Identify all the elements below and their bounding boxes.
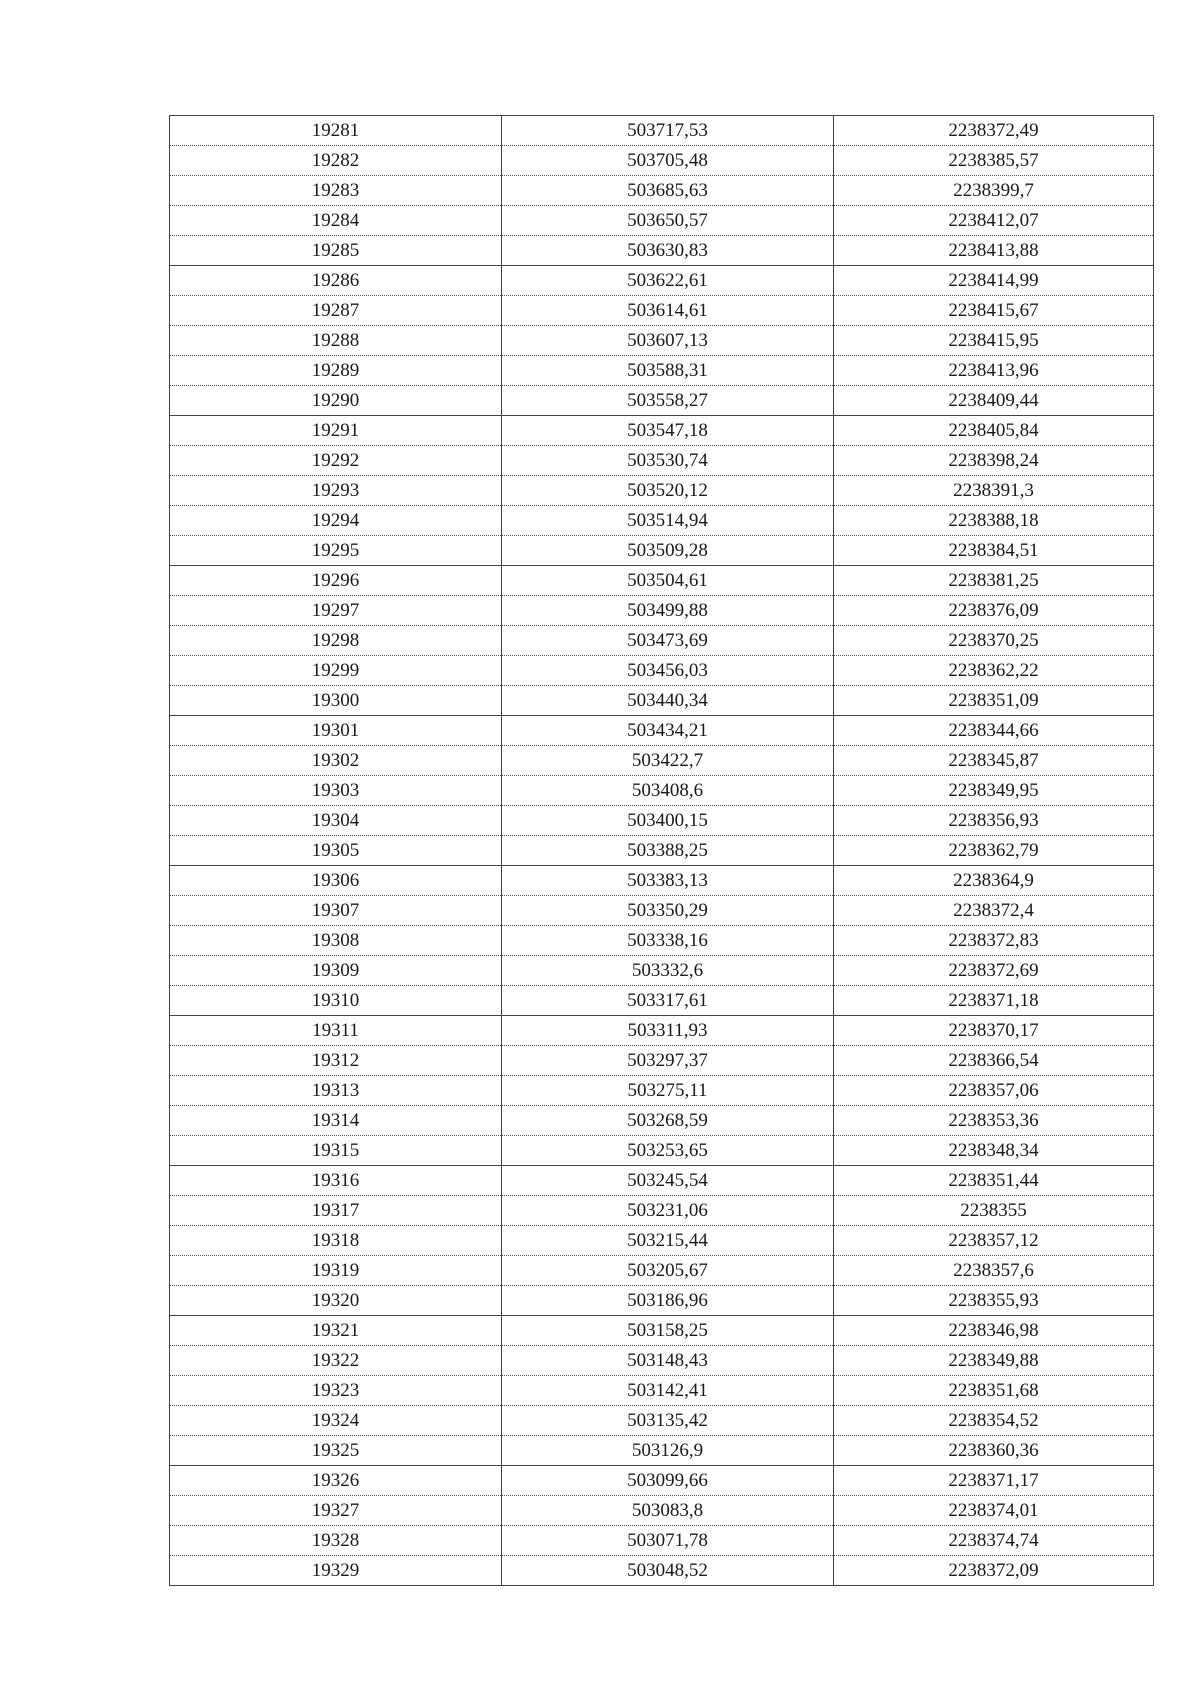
x-coordinate-cell: 503186,96 xyxy=(502,1286,834,1316)
coordinates-table-body xyxy=(170,116,1154,1586)
table-row xyxy=(170,986,1154,1016)
y-coordinate-cell: 2238415,67 xyxy=(834,296,1154,326)
x-coordinate-cell: 503253,65 xyxy=(502,1136,834,1166)
x-coordinate-cell: 503332,6 xyxy=(502,956,834,986)
y-coordinate-cell: 2238391,3 xyxy=(834,476,1154,506)
point-number-cell: 19296 xyxy=(170,566,502,596)
table-row xyxy=(170,116,1154,146)
point-number-cell: 19299 xyxy=(170,656,502,686)
point-number-cell: 19284 xyxy=(170,206,502,236)
point-number-cell: 19287 xyxy=(170,296,502,326)
table-row xyxy=(170,1106,1154,1136)
x-coordinate-cell: 503509,28 xyxy=(502,536,834,566)
x-coordinate-cell: 503630,83 xyxy=(502,236,834,266)
table-row xyxy=(170,146,1154,176)
table-row xyxy=(170,806,1154,836)
table-row xyxy=(170,176,1154,206)
table-row xyxy=(170,1526,1154,1556)
table-row xyxy=(170,1256,1154,1286)
x-coordinate-cell: 503275,11 xyxy=(502,1076,834,1106)
point-number-cell: 19302 xyxy=(170,746,502,776)
point-number-cell: 19281 xyxy=(170,116,502,146)
y-coordinate-cell: 2238351,44 xyxy=(834,1166,1154,1196)
point-number-cell: 19305 xyxy=(170,836,502,866)
point-number-cell: 19316 xyxy=(170,1166,502,1196)
point-number-cell: 19329 xyxy=(170,1556,502,1586)
x-coordinate-cell: 503588,31 xyxy=(502,356,834,386)
point-number-cell: 19291 xyxy=(170,416,502,446)
y-coordinate-cell: 2238409,44 xyxy=(834,386,1154,416)
point-number-cell: 19308 xyxy=(170,926,502,956)
x-coordinate-cell: 503547,18 xyxy=(502,416,834,446)
table-row xyxy=(170,506,1154,536)
table-row xyxy=(170,1226,1154,1256)
point-number-cell: 19318 xyxy=(170,1226,502,1256)
x-coordinate-cell: 503158,25 xyxy=(502,1316,834,1346)
table-row xyxy=(170,1376,1154,1406)
point-number-cell: 19282 xyxy=(170,146,502,176)
table-row xyxy=(170,476,1154,506)
point-number-cell: 19301 xyxy=(170,716,502,746)
y-coordinate-cell: 2238399,7 xyxy=(834,176,1154,206)
y-coordinate-cell: 2238384,51 xyxy=(834,536,1154,566)
y-coordinate-cell: 2238370,17 xyxy=(834,1016,1154,1046)
y-coordinate-cell: 2238374,01 xyxy=(834,1496,1154,1526)
y-coordinate-cell: 2238372,4 xyxy=(834,896,1154,926)
x-coordinate-cell: 503297,37 xyxy=(502,1046,834,1076)
x-coordinate-cell: 503338,16 xyxy=(502,926,834,956)
y-coordinate-cell: 2238374,74 xyxy=(834,1526,1154,1556)
table-row xyxy=(170,296,1154,326)
y-coordinate-cell: 2238376,09 xyxy=(834,596,1154,626)
point-number-cell: 19304 xyxy=(170,806,502,836)
point-number-cell: 19283 xyxy=(170,176,502,206)
x-coordinate-cell: 503350,29 xyxy=(502,896,834,926)
table-row xyxy=(170,716,1154,746)
table-row xyxy=(170,1346,1154,1376)
x-coordinate-cell: 503530,74 xyxy=(502,446,834,476)
point-number-cell: 19310 xyxy=(170,986,502,1016)
y-coordinate-cell: 2238405,84 xyxy=(834,416,1154,446)
table-row xyxy=(170,1406,1154,1436)
y-coordinate-cell: 2238413,88 xyxy=(834,236,1154,266)
table-row xyxy=(170,746,1154,776)
y-coordinate-cell: 2238344,66 xyxy=(834,716,1154,746)
table-row xyxy=(170,416,1154,446)
point-number-cell: 19319 xyxy=(170,1256,502,1286)
y-coordinate-cell: 2238362,22 xyxy=(834,656,1154,686)
x-coordinate-cell: 503383,13 xyxy=(502,866,834,896)
table-row xyxy=(170,1046,1154,1076)
table-row xyxy=(170,896,1154,926)
x-coordinate-cell: 503048,52 xyxy=(502,1556,834,1586)
table-row xyxy=(170,776,1154,806)
y-coordinate-cell: 2238415,95 xyxy=(834,326,1154,356)
y-coordinate-cell: 2238351,68 xyxy=(834,1376,1154,1406)
y-coordinate-cell: 2238414,99 xyxy=(834,266,1154,296)
table-row xyxy=(170,686,1154,716)
x-coordinate-cell: 503614,61 xyxy=(502,296,834,326)
x-coordinate-cell: 503142,41 xyxy=(502,1376,834,1406)
y-coordinate-cell: 2238357,6 xyxy=(834,1256,1154,1286)
table-row xyxy=(170,536,1154,566)
x-coordinate-cell: 503499,88 xyxy=(502,596,834,626)
table-row xyxy=(170,1166,1154,1196)
x-coordinate-cell: 503473,69 xyxy=(502,626,834,656)
point-number-cell: 19288 xyxy=(170,326,502,356)
table-row xyxy=(170,1316,1154,1346)
x-coordinate-cell: 503520,12 xyxy=(502,476,834,506)
x-coordinate-cell: 503268,59 xyxy=(502,1106,834,1136)
point-number-cell: 19323 xyxy=(170,1376,502,1406)
x-coordinate-cell: 503148,43 xyxy=(502,1346,834,1376)
point-number-cell: 19314 xyxy=(170,1106,502,1136)
x-coordinate-cell: 503717,53 xyxy=(502,116,834,146)
point-number-cell: 19315 xyxy=(170,1136,502,1166)
y-coordinate-cell: 2238364,9 xyxy=(834,866,1154,896)
x-coordinate-cell: 503083,8 xyxy=(502,1496,834,1526)
x-coordinate-cell: 503504,61 xyxy=(502,566,834,596)
table-row xyxy=(170,1466,1154,1496)
y-coordinate-cell: 2238355 xyxy=(834,1196,1154,1226)
x-coordinate-cell: 503685,63 xyxy=(502,176,834,206)
point-number-cell: 19294 xyxy=(170,506,502,536)
point-number-cell: 19312 xyxy=(170,1046,502,1076)
y-coordinate-cell: 2238372,09 xyxy=(834,1556,1154,1586)
coordinates-table xyxy=(169,115,1154,1586)
y-coordinate-cell: 2238349,88 xyxy=(834,1346,1154,1376)
y-coordinate-cell: 2238413,96 xyxy=(834,356,1154,386)
table-row xyxy=(170,1556,1154,1586)
y-coordinate-cell: 2238348,34 xyxy=(834,1136,1154,1166)
table-row xyxy=(170,1496,1154,1526)
x-coordinate-cell: 503317,61 xyxy=(502,986,834,1016)
point-number-cell: 19306 xyxy=(170,866,502,896)
y-coordinate-cell: 2238360,36 xyxy=(834,1436,1154,1466)
point-number-cell: 19295 xyxy=(170,536,502,566)
x-coordinate-cell: 503440,34 xyxy=(502,686,834,716)
point-number-cell: 19297 xyxy=(170,596,502,626)
y-coordinate-cell: 2238355,93 xyxy=(834,1286,1154,1316)
table-row xyxy=(170,656,1154,686)
point-number-cell: 19298 xyxy=(170,626,502,656)
point-number-cell: 19313 xyxy=(170,1076,502,1106)
table-row xyxy=(170,1436,1154,1466)
x-coordinate-cell: 503311,93 xyxy=(502,1016,834,1046)
y-coordinate-cell: 2238371,18 xyxy=(834,986,1154,1016)
table-row xyxy=(170,926,1154,956)
table-row xyxy=(170,626,1154,656)
table-row xyxy=(170,566,1154,596)
point-number-cell: 19326 xyxy=(170,1466,502,1496)
point-number-cell: 19293 xyxy=(170,476,502,506)
point-number-cell: 19320 xyxy=(170,1286,502,1316)
y-coordinate-cell: 2238388,18 xyxy=(834,506,1154,536)
y-coordinate-cell: 2238385,57 xyxy=(834,146,1154,176)
x-coordinate-cell: 503071,78 xyxy=(502,1526,834,1556)
point-number-cell: 19324 xyxy=(170,1406,502,1436)
x-coordinate-cell: 503135,42 xyxy=(502,1406,834,1436)
y-coordinate-cell: 2238371,17 xyxy=(834,1466,1154,1496)
x-coordinate-cell: 503126,9 xyxy=(502,1436,834,1466)
table-row xyxy=(170,206,1154,236)
y-coordinate-cell: 2238381,25 xyxy=(834,566,1154,596)
point-number-cell: 19325 xyxy=(170,1436,502,1466)
y-coordinate-cell: 2238349,95 xyxy=(834,776,1154,806)
y-coordinate-cell: 2238354,52 xyxy=(834,1406,1154,1436)
point-number-cell: 19307 xyxy=(170,896,502,926)
table-row xyxy=(170,236,1154,266)
point-number-cell: 19321 xyxy=(170,1316,502,1346)
x-coordinate-cell: 503514,94 xyxy=(502,506,834,536)
x-coordinate-cell: 503558,27 xyxy=(502,386,834,416)
x-coordinate-cell: 503099,66 xyxy=(502,1466,834,1496)
table-row xyxy=(170,446,1154,476)
x-coordinate-cell: 503607,13 xyxy=(502,326,834,356)
y-coordinate-cell: 2238398,24 xyxy=(834,446,1154,476)
point-number-cell: 19290 xyxy=(170,386,502,416)
x-coordinate-cell: 503215,44 xyxy=(502,1226,834,1256)
y-coordinate-cell: 2238353,36 xyxy=(834,1106,1154,1136)
y-coordinate-cell: 2238366,54 xyxy=(834,1046,1154,1076)
point-number-cell: 19322 xyxy=(170,1346,502,1376)
x-coordinate-cell: 503231,06 xyxy=(502,1196,834,1226)
table-row xyxy=(170,1076,1154,1106)
y-coordinate-cell: 2238372,49 xyxy=(834,116,1154,146)
point-number-cell: 19311 xyxy=(170,1016,502,1046)
x-coordinate-cell: 503650,57 xyxy=(502,206,834,236)
x-coordinate-cell: 503622,61 xyxy=(502,266,834,296)
y-coordinate-cell: 2238346,98 xyxy=(834,1316,1154,1346)
x-coordinate-cell: 503400,15 xyxy=(502,806,834,836)
y-coordinate-cell: 2238372,83 xyxy=(834,926,1154,956)
table-row xyxy=(170,386,1154,416)
x-coordinate-cell: 503388,25 xyxy=(502,836,834,866)
table-row xyxy=(170,1286,1154,1316)
y-coordinate-cell: 2238351,09 xyxy=(834,686,1154,716)
table-row xyxy=(170,836,1154,866)
point-number-cell: 19328 xyxy=(170,1526,502,1556)
point-number-cell: 19300 xyxy=(170,686,502,716)
table-row xyxy=(170,1016,1154,1046)
point-number-cell: 19309 xyxy=(170,956,502,986)
table-row xyxy=(170,596,1154,626)
point-number-cell: 19303 xyxy=(170,776,502,806)
point-number-cell: 19289 xyxy=(170,356,502,386)
table-row xyxy=(170,866,1154,896)
y-coordinate-cell: 2238372,69 xyxy=(834,956,1154,986)
x-coordinate-cell: 503408,6 xyxy=(502,776,834,806)
y-coordinate-cell: 2238345,87 xyxy=(834,746,1154,776)
x-coordinate-cell: 503456,03 xyxy=(502,656,834,686)
point-number-cell: 19285 xyxy=(170,236,502,266)
x-coordinate-cell: 503245,54 xyxy=(502,1166,834,1196)
table-row xyxy=(170,1136,1154,1166)
x-coordinate-cell: 503205,67 xyxy=(502,1256,834,1286)
table-row xyxy=(170,956,1154,986)
point-number-cell: 19317 xyxy=(170,1196,502,1226)
table-row xyxy=(170,356,1154,386)
y-coordinate-cell: 2238362,79 xyxy=(834,836,1154,866)
point-number-cell: 19327 xyxy=(170,1496,502,1526)
y-coordinate-cell: 2238356,93 xyxy=(834,806,1154,836)
table-row xyxy=(170,1196,1154,1226)
point-number-cell: 19286 xyxy=(170,266,502,296)
table-row xyxy=(170,326,1154,356)
x-coordinate-cell: 503434,21 xyxy=(502,716,834,746)
x-coordinate-cell: 503705,48 xyxy=(502,146,834,176)
table-row xyxy=(170,266,1154,296)
y-coordinate-cell: 2238357,06 xyxy=(834,1076,1154,1106)
point-number-cell: 19292 xyxy=(170,446,502,476)
y-coordinate-cell: 2238357,12 xyxy=(834,1226,1154,1256)
y-coordinate-cell: 2238412,07 xyxy=(834,206,1154,236)
x-coordinate-cell: 503422,7 xyxy=(502,746,834,776)
y-coordinate-cell: 2238370,25 xyxy=(834,626,1154,656)
